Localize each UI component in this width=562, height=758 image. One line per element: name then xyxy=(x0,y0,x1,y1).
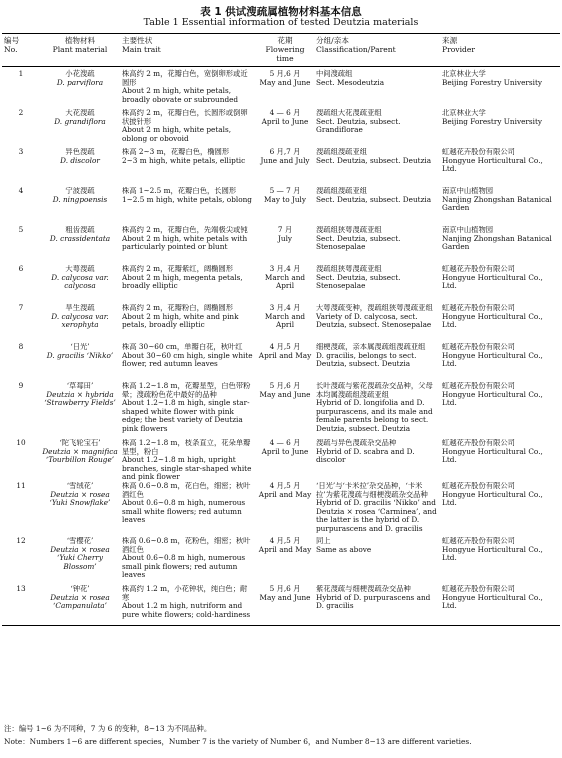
cell-classification: 同上 Same as above xyxy=(316,536,372,554)
cell-number: 10 xyxy=(16,439,26,447)
header-number: 编号 No. xyxy=(2,34,40,67)
cell-provider: 虹越花卉股份有限公司 Hongyue Horticultural Co., Ltd. xyxy=(442,304,543,330)
cell-number: 12 xyxy=(16,536,26,545)
cell-flowering-time: 6 月,7 月 June and July xyxy=(260,148,310,165)
cell-plant-material: ‘钟花’ Deutzia × rosea ‘Campanulata’ xyxy=(40,585,120,626)
cell-classification: 大萼溲疏变种，溲疏组狭萼溲疏亚组 Variety of D. calycosa, sect. Deutzia, subsect. Stenosepalae xyxy=(316,304,433,330)
cell-classification: 溲疏组大花溲疏亚组 Sect. Deutzia, subsect. Grandiflorae xyxy=(316,109,401,135)
cell-flowering-time: 3 月,4 月 March and April xyxy=(264,265,306,291)
cell-provider: 虹越花卉股份有限公司 Hongyue Horticultural Co., Ltd. xyxy=(442,382,543,408)
cell-flowering-time: 3 月,4 月 March and April xyxy=(264,304,306,330)
table-header-row xyxy=(2,34,560,67)
cell-flowering-time: 7 月 July xyxy=(277,226,293,243)
table-title-chinese: 表 1 供试溲疏属植物材料基本信息 xyxy=(200,6,362,18)
cell-provider: 北京林业大学 Beijing Forestry University xyxy=(442,109,543,126)
cell-main-trait: 株高 1.2~1.8 m，花瓣星型，白色带粉晕；溲疏粉色花中最好的品种 About 1.2~1.8 m high, single star-shaped white flower with pink edge; the best variety of Deutzia pink flowers xyxy=(122,382,251,433)
header-flowering-time: 花期 Flowering time xyxy=(256,34,314,67)
cell-provider: 虹越花卉股份有限公司 Hongyue Horticultural Co., Ltd. xyxy=(442,536,543,563)
cell-plant-material: ‘雪绒花’ Deutzia × rosea ‘Yuki Snowflake’ xyxy=(49,481,111,508)
cell-plant-material: 大花溲疏 D. grandiflora xyxy=(54,109,106,126)
cell-flowering-time: 4 月,5 月 April and May xyxy=(258,343,312,360)
cell-classification: 溲疏组溲疏亚组 Sect. Deutzia, subsect. Deutzia xyxy=(316,187,432,204)
cell-classification: 溲疏组溲疏亚组 Sect. Deutzia, subsect. Deutzia xyxy=(316,148,432,165)
table-notes xyxy=(4,722,558,748)
cell-provider: 虹越花卉股份有限公司 Hongyue Horticultural Co., Ltd. xyxy=(442,439,543,465)
note-chinese: 注：编号 1~6 为不同种，7 为 6 的变种，8~13 为不同品种。 xyxy=(4,724,212,733)
table-body xyxy=(2,67,560,626)
table-row xyxy=(2,482,560,537)
cell-main-trait: 株高约 1.2 m，小花钟状，纯白色；耐寒 About 1.2 m high, nutriform and pure white flowers; cold-hardiness xyxy=(120,585,256,626)
cell-provider: 南京中山植物园 Nanjing Zhongshan Batanical Garden xyxy=(442,226,552,252)
cell-provider: 虹越花卉股份有限公司 Hongyue Horticultural Co., Ltd. xyxy=(440,585,560,626)
cell-main-trait: 株高 30~60 cm，单瓣白花，秋叶红 About 30~60 cm high, single white flower, red autumn leaves xyxy=(122,343,253,369)
table-title-english: Table 1 Essential information of tested Deutzia materials xyxy=(143,17,419,28)
cell-provider: 虹越花卉股份有限公司 Hongyue Horticultural Co., Ltd. xyxy=(442,481,543,508)
table-row xyxy=(2,148,560,187)
cell-classification: 溲疏组狭萼溲疏亚组 Sect. Deutzia, subsect. Stenosepalae xyxy=(316,226,401,252)
cell-number: 13 xyxy=(2,585,40,626)
cell-plant-material: 小花溲疏 D. parviflora xyxy=(56,69,104,87)
cell-main-trait: 株高约 2 m，花瓣紫红，阔椭圆形 About 2 m high, megenta petals, broadly elliptic xyxy=(122,265,243,291)
table-row xyxy=(2,343,560,382)
cell-plant-material: ‘草莓田’ Deutzia × hybrida ‘Strawberry Fields’ xyxy=(44,382,116,408)
cell-plant-material: ‘陀飞轮宝石’ Deutzia × magnifica ‘Tourbillon Rouge’ xyxy=(42,439,118,465)
cell-number: 6 xyxy=(18,265,24,273)
table-row xyxy=(2,585,560,626)
cell-flowering-time: 4 — 6 月 April to June xyxy=(261,109,309,126)
cell-flowering-time: 4 — 6 月 April to June xyxy=(261,439,309,456)
table-row xyxy=(2,265,560,304)
cell-classification: 溲疏与异色溲疏杂交品种 Hybrid of D. scabra and D. discolor xyxy=(316,439,415,465)
cell-number: 2 xyxy=(18,109,24,117)
cell-flowering-time: 5 月,6 月 May and June xyxy=(259,69,311,87)
cell-plant-material: 旱生溲疏 D. calycosa var. xerophyta xyxy=(51,304,109,330)
cell-number: 5 xyxy=(18,226,24,234)
cell-main-trait: 株高约 2 m，花瓣白色，长圆形或倒卵状披针形 About 2 m high, white petals, oblong or obovoid xyxy=(122,109,248,143)
cell-classification: 长叶溲疏与紫花溲疏杂交品种，父母本均属溲疏组溲疏亚组 Hybrid of D. longifolia and D. purpurascens, and its male and female parents belong to sect. Deutzia, subsect. Deutzia xyxy=(316,382,433,433)
cell-main-trait: 株高 1~2.5 m，花瓣白色，长圆形 1~2.5 m high, white petals, oblong xyxy=(122,187,252,204)
cell-plant-material: 大萼溲疏 D. calycosa var. calycosa xyxy=(51,265,109,291)
cell-flowering-time: 5 — 7 月 May to July xyxy=(264,187,306,204)
table-row xyxy=(2,67,560,110)
cell-number: 3 xyxy=(18,148,24,156)
cell-provider: 虹越花卉股份有限公司 Hongyue Horticultural Co., Ltd. xyxy=(442,148,543,174)
cell-provider: 南京中山植物园 Nanjing Zhongshan Batanical Garden xyxy=(442,187,552,213)
table-row xyxy=(2,109,560,148)
cell-plant-material: 异色溲疏 D. discolor xyxy=(60,148,100,165)
cell-flowering-time: 5 月,6 月 May and June xyxy=(259,382,311,399)
cell-classification: 紫花溲疏与细梗溲疏杂交品种 Hybrid of D. purpurascens and D. gracilis xyxy=(314,585,440,626)
header-plant-material: 植物材料 Plant material xyxy=(40,34,120,67)
cell-plant-material: 宁波溲疏 D. ningpoensis xyxy=(52,187,108,204)
cell-main-trait: 株高约 2 m，花瓣白色，宽倒卵形或近圆形 About 2 m high, white petals, broadly obovate or subrounded xyxy=(122,69,248,104)
cell-main-trait: 株高约 2 m，花瓣粉白，阔椭圆形 About 2 m high, white and pink petals, broadly elliptic xyxy=(122,304,239,330)
cell-number: 4 xyxy=(18,187,24,195)
cell-provider: 北京林业大学 Beijing Forestry University xyxy=(442,69,543,87)
cell-main-trait: 株高约 2 m，花瓣白色，先端极尖或钝 About 2 m high, white petals with particularly pointed or blunt xyxy=(122,226,248,252)
table-row xyxy=(2,187,560,226)
cell-main-trait: 株高 2~3 m，花瓣白色，椭圆形 2~3 m high, white petals, elliptic xyxy=(122,148,246,165)
cell-main-trait: 株高 0.6~0.8 m，花白色，细密；秋叶酒红色 About 0.6~0.8 m high, numerous small white flowers; red autumn leaves xyxy=(122,481,251,525)
note-english: Note：Numbers 1−6 are different species，Number 7 is the variety of Number 6，and Number 8−13 are different varieties. xyxy=(4,737,472,746)
cell-number: 1 xyxy=(18,69,24,78)
cell-number: 8 xyxy=(18,343,24,351)
cell-main-trait: 株高 1.2~1.8 m，枝条直立，花朵单瓣星型，粉白 About 1.2~1.8 m high, upright branches, single star-shaped white and pink flower xyxy=(122,439,252,482)
cell-number: 11 xyxy=(16,481,26,490)
cell-classification: 溲疏组狭萼溲疏亚组 Sect. Deutzia, subsect. Stenosepalae xyxy=(316,265,401,291)
table-row xyxy=(2,537,560,585)
cell-plant-material: 粗齿溲疏 D. crassidentata xyxy=(49,226,111,243)
cell-number: 9 xyxy=(18,382,24,390)
table-row xyxy=(2,439,560,482)
table-row xyxy=(2,382,560,439)
table-row xyxy=(2,304,560,343)
cell-provider: 虹越花卉股份有限公司 Hongyue Horticultural Co., Ltd. xyxy=(442,265,543,291)
cell-provider: 虹越花卉股份有限公司 Hongyue Horticultural Co., Ltd. xyxy=(442,343,543,369)
table-row xyxy=(2,226,560,265)
cell-main-trait: 株高 0.6~0.8 m，花粉色，细密；秋叶酒红色 About 0.6~0.8 m high, numerous small pink flowers; red autumn leaves xyxy=(122,536,251,580)
cell-plant-material: ‘雪樱花’ Deutzia × rosea ‘Yuki Cherry Blossom’ xyxy=(50,536,110,571)
cell-flowering-time: 4 月,5 月 April and May xyxy=(258,481,312,499)
cell-classification: ‘日光’与‘卡米拉’杂交品种，‘卡米拉’为紫花溲疏与细梗溲疏杂交品种 Hybrid of D. gracilis ‘Nikko’ and Deutzia × rosea ‘Carminea’, and the latter is the hybrid of D. purpurascens and D. gracilis xyxy=(316,481,437,533)
cell-flowering-time: 4 月,5 月 April and May xyxy=(258,536,312,554)
header-main-trait: 主要性状 Main trait xyxy=(120,34,256,67)
header-provider: 来源 Provider xyxy=(440,34,560,67)
cell-plant-material: ‘日光’ D. gracilis ‘Nikko’ xyxy=(46,343,114,360)
cell-classification: 细梗溲疏，亲本属溲疏组溲疏亚组 D. gracilis, belongs to sect. Deutzia, subsect. Deutzia xyxy=(316,343,426,369)
materials-table xyxy=(2,33,560,626)
header-classification: 分组/亲本 Classification/Parent xyxy=(314,34,440,67)
cell-number: 7 xyxy=(18,304,24,312)
cell-flowering-time: 5 月,6 月 May and June xyxy=(256,585,314,626)
cell-classification: 中间溲疏组 Sect. Mesodeutzia xyxy=(316,69,385,87)
